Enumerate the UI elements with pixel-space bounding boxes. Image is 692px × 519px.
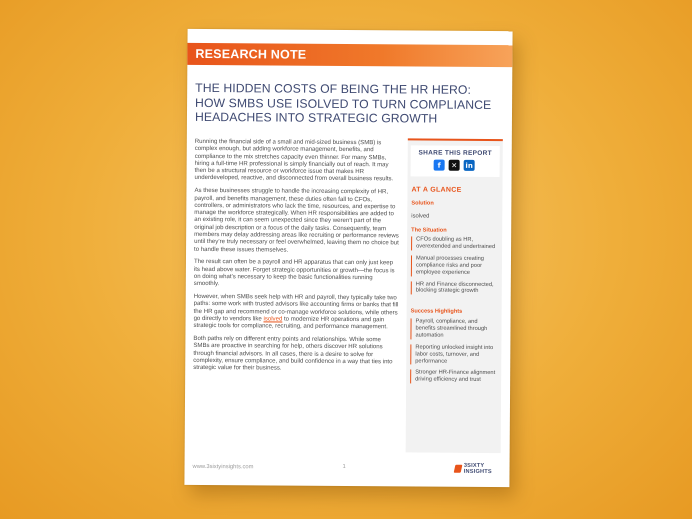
share-box: [411, 145, 500, 177]
success-list: [410, 318, 496, 389]
success-heading: Success Highlights: [410, 308, 463, 315]
situation-item: HR and Finance disconnected, blocking strategic growth: [411, 281, 497, 295]
success-item: Stronger HR-Finance alignment driving efficiency and trust: [410, 370, 496, 384]
isolved-link[interactable]: isolved: [263, 316, 283, 323]
facebook-icon[interactable]: f: [434, 160, 445, 171]
footer-url[interactable]: www.3sixtyinsights.com: [192, 463, 254, 471]
body-paragraph-4: [193, 294, 398, 332]
situation-heading: The Situation: [411, 227, 447, 234]
situation-list: [411, 236, 497, 300]
success-item: Payroll, compliance, and benefits streamlined through automation: [410, 318, 496, 339]
x-icon[interactable]: ✕: [449, 160, 460, 171]
share-icons: [434, 160, 475, 171]
paragraph-4-after: to modernize HR operations and gain strategic tools for compliance, recruiting, and performance management.: [193, 316, 388, 331]
at-a-glance-sidebar: [406, 138, 503, 453]
at-a-glance-heading: AT A GLANCE: [411, 186, 462, 194]
banner-label: RESEARCH NOTE: [195, 46, 307, 62]
success-item: Reporting unlocked insight into labor costs, turnover, and performance: [410, 344, 496, 365]
solution-value: isolved: [411, 213, 430, 220]
body-paragraph-3: The result can often be a payroll and HR apparatus that can only just keep its head above water. Forget strategic opportunities or growth—the focus is on doing what’s necessary to keep the basic functionalities running smoothly.: [193, 259, 395, 288]
footer-logo: [454, 463, 509, 475]
share-title: SHARE THIS REPORT: [418, 149, 492, 157]
research-note-banner: [187, 43, 512, 67]
logo-mark-icon: [454, 465, 463, 473]
body-paragraph-1: Running the financial side of a small and mid-sized business (SMB) is complex enough, but adding workforce management, benefits, and compliance to the mix stretches capacity even thinner. For many SMBs, hiring a full-time HR professional is simply financially out of reach. It may then be a structural resource or workforce issue that makes HR underdeveloped, reactive, and disconnected from overall business results.: [194, 138, 394, 183]
report-headline: THE HIDDEN COSTS OF BEING THE HR HERO: HOW SMBS USE ISOLVED TO TURN COMPLIANCE HEADACHES INTO STRATEGIC GROWTH: [194, 80, 492, 126]
paragraph-4-before: However, when SMBs seek help with HR and payroll, they typically take two paths: some work with trusted advisors like accounting firms or banks that fill the HR gap and recommend or co-manage workforce solutions, while others go directly to vendors like: [193, 294, 399, 323]
body-paragraph-5: Both paths rely on different entry points and relationships. While some SMBs are proactive in searching for help, others discover HR solutions through financial advisors. In all cases, there is a desire to solve for complexity, ensure compliance, and build confidence in a way that ties into strategic value for their business.: [193, 336, 393, 372]
solution-heading: Solution: [411, 200, 434, 207]
linkedin-icon[interactable]: in: [465, 161, 473, 170]
situation-item: CFOs doubling as HR, overextended and undertrained: [411, 236, 497, 250]
report-body: [193, 139, 400, 380]
body-paragraph-2: As these businesses struggle to handle the increasing complexity of HR, payroll, and benefits management, these duties often fall to CFOs, controllers, or administrators who lack the time, resources, and expertise to manage the workforce strategically. When HR responsibilities are added to an existing role, it can seem unexpected since they weren’t part of the original job description or a focus of the daily tasks. Consequently, team members may delay addressing areas like recruiting or performance reviews until they’re truly necessary or feel overwhelmed, leaving them no choice but to handle these issues themselves.: [194, 188, 399, 254]
situation-item: Manual processes creating compliance risks and poor employee experience: [411, 255, 497, 276]
logo-text: 3SIXTY INSIGHTS: [463, 462, 492, 476]
page-number: 1: [342, 463, 346, 470]
research-note-page: [184, 29, 512, 487]
